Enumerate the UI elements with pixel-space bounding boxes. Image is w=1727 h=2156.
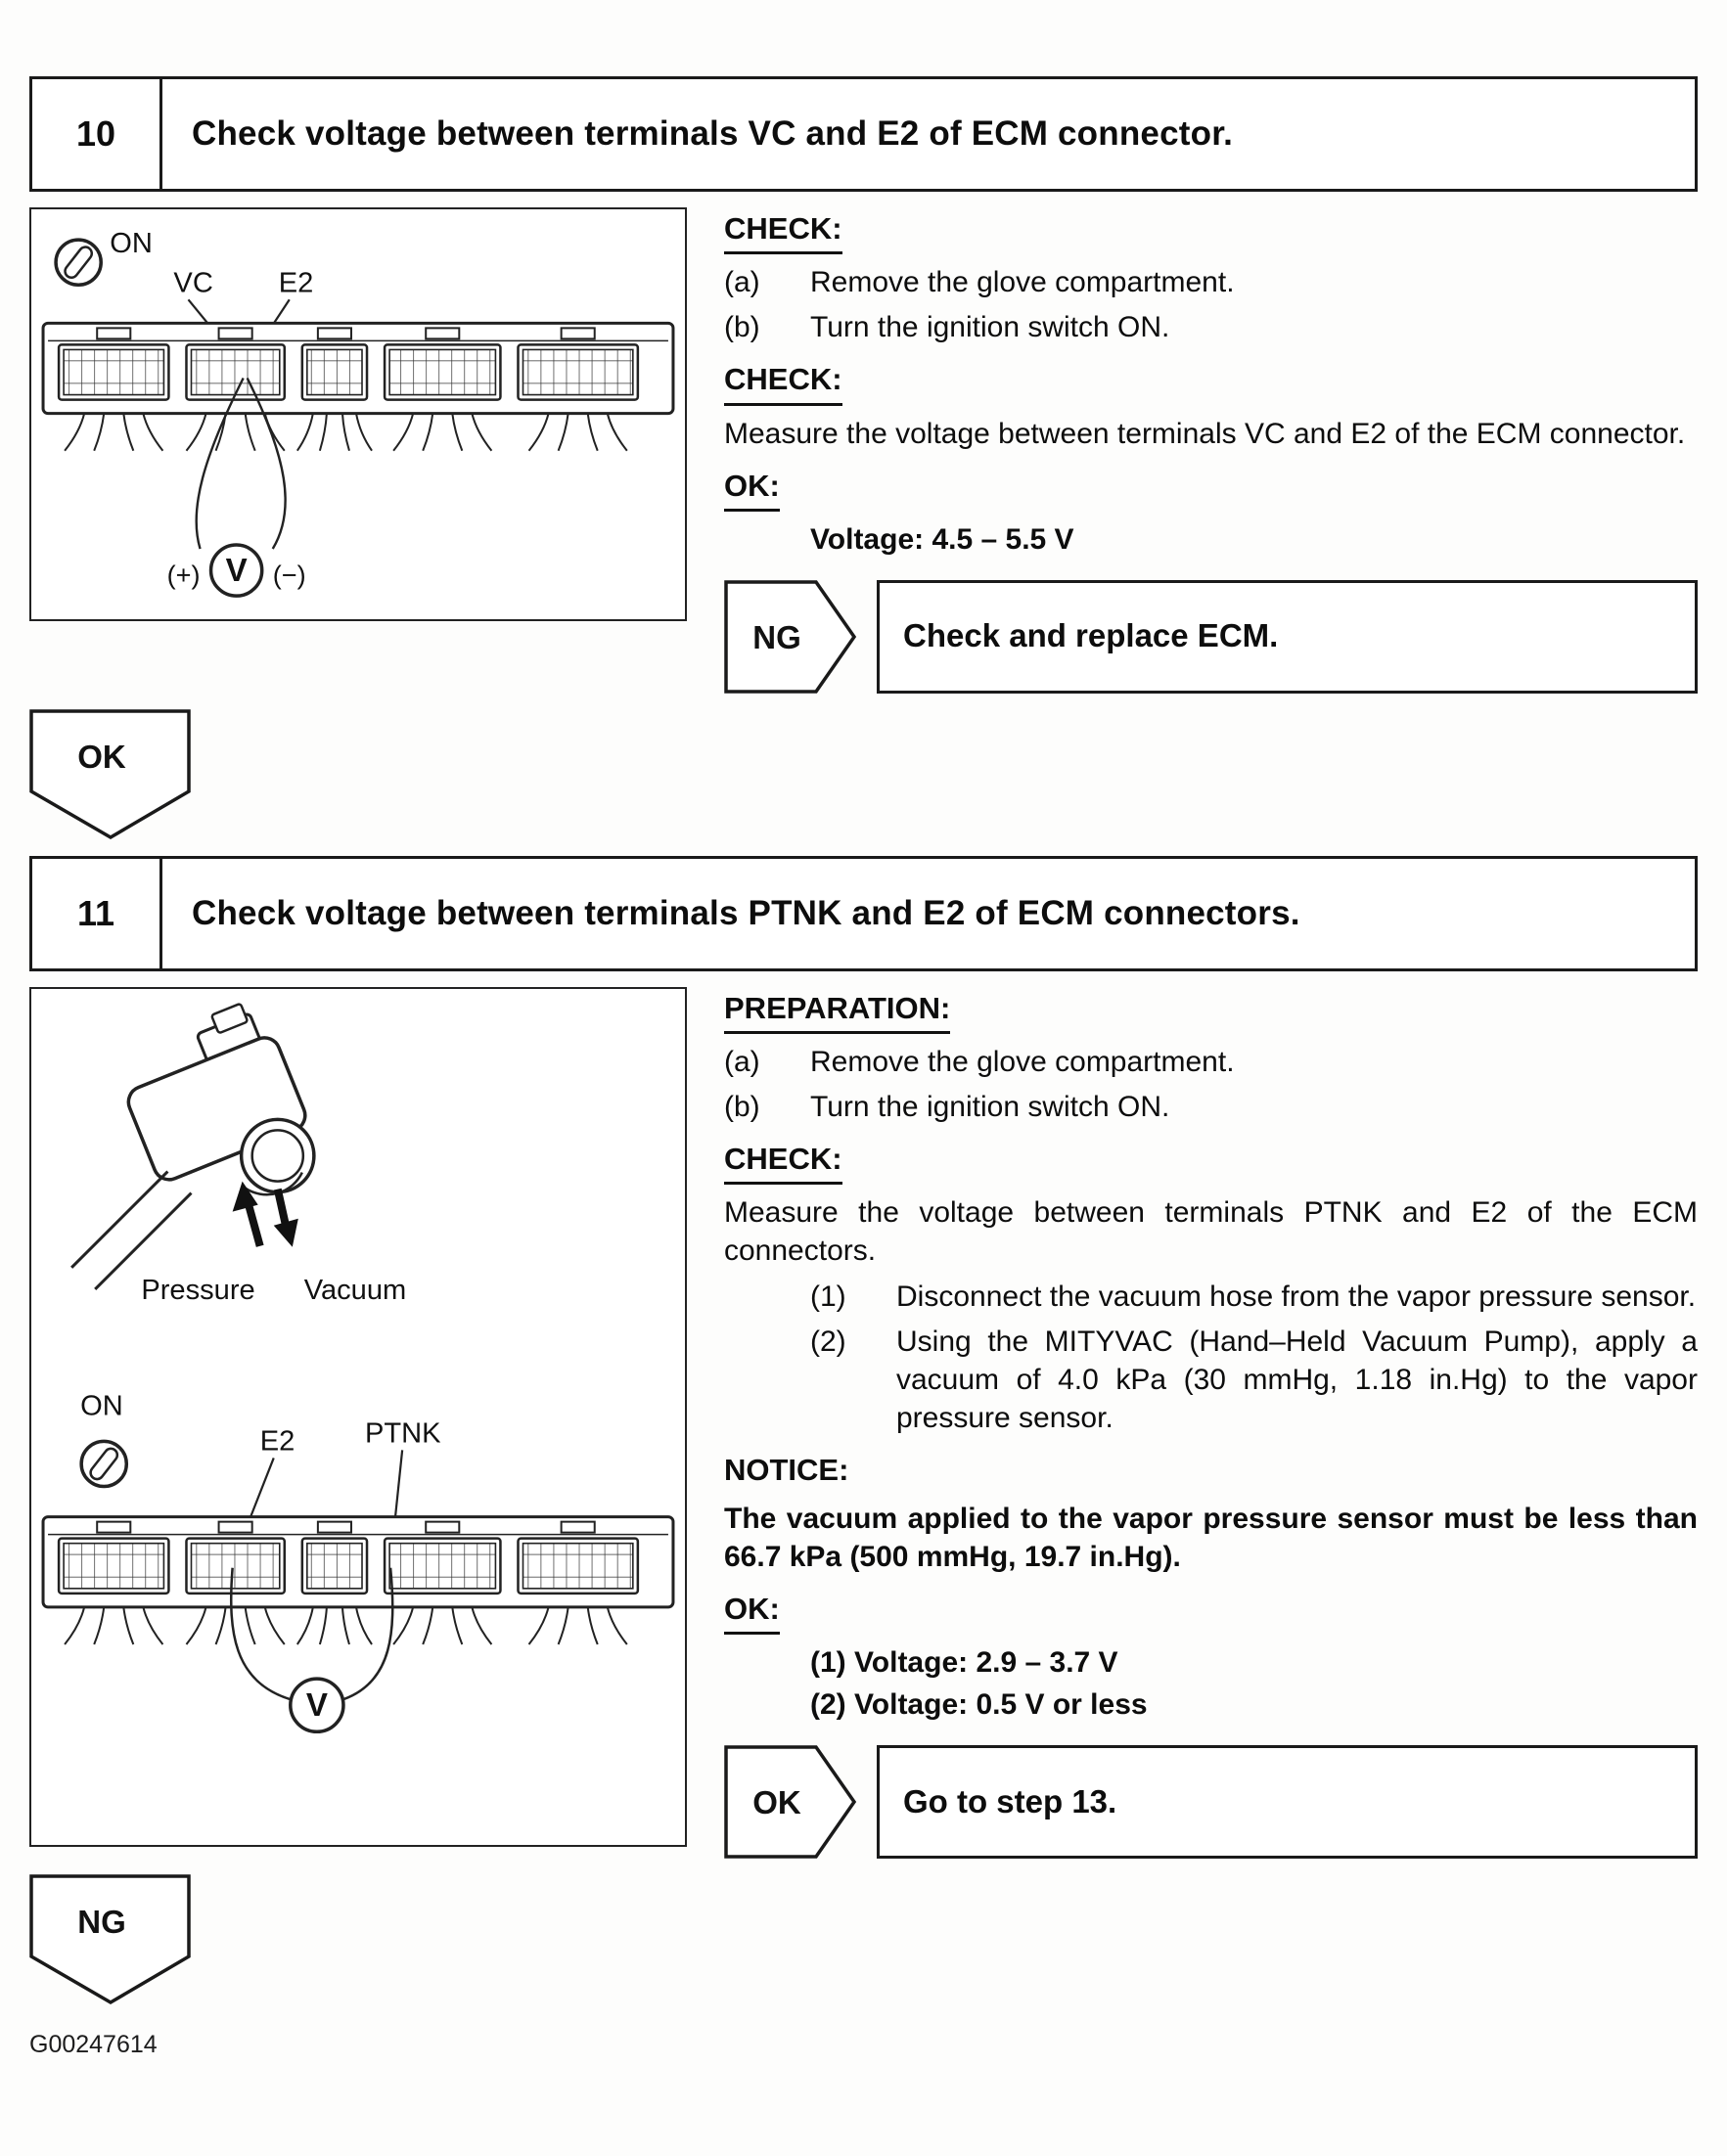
check-heading-1: CHECK: <box>724 209 842 254</box>
list-item-a <box>724 1043 1698 1081</box>
ecm-connector-illustration <box>43 1517 673 1644</box>
flow-ng-svg <box>29 1874 192 2005</box>
step11-title: Check voltage between terminals PTNK and E2 of ECM connectors. <box>192 893 1300 932</box>
step10-title: Check voltage between terminals VC and E2 of ECM connector. <box>192 114 1234 153</box>
item-marker: (a) <box>724 1046 760 1079</box>
step11-body <box>29 987 1698 1859</box>
item-marker: (b) <box>724 1091 760 1124</box>
wire-bundles <box>65 414 627 451</box>
meter-minus-label: (−) <box>272 560 306 591</box>
ok-voltage-value-1: (1) Voltage: 2.9 – 3.7 V <box>810 1646 1118 1680</box>
voltmeter-icon <box>291 1679 343 1731</box>
step10-number: 10 <box>32 79 162 189</box>
terminal-label-e2: E2 <box>259 1425 295 1458</box>
terminal-label-ptnk: PTNK <box>365 1417 441 1450</box>
notice-heading: NOTICE: <box>724 1453 849 1488</box>
voltmeter-icon <box>211 545 262 596</box>
list-item-b <box>724 308 1698 346</box>
pressure-arrow-icon <box>233 1181 260 1245</box>
ok-pointer-shape <box>724 1745 857 1859</box>
list-item-a <box>724 263 1698 301</box>
terminal-label-vc: VC <box>173 267 213 299</box>
ignition-on-label: ON <box>80 1390 123 1422</box>
voltmeter-label: V <box>305 1687 328 1725</box>
ok-voltage-value: Voltage: 4.5 – 5.5 V <box>810 522 1074 556</box>
wire-bundles <box>65 1607 627 1644</box>
step10-header <box>29 76 1698 192</box>
ignition-on-label: ON <box>110 228 153 260</box>
ng-pointer-label: NG <box>752 618 801 655</box>
preparation-heading: PREPARATION: <box>724 989 950 1034</box>
pressure-label: Pressure <box>141 1274 255 1306</box>
ok-heading: OK: <box>724 467 780 512</box>
measure-paragraph: Measure the voltage between terminals PTNK and E2 of the ECM connectors. <box>724 1196 1698 1268</box>
flow-ok-shape <box>29 709 192 840</box>
sub-item-text: Using the MITYVAC (Hand–Held Vacuum Pump), apply a vacuum of 4.0 kPa (30 mmHg, 1.18 in.Hg) to the vapor pressure sensor. <box>896 1325 1698 1435</box>
item-marker: (a) <box>724 266 760 299</box>
connector-pin-blocks <box>59 1539 638 1594</box>
item-marker: (b) <box>724 311 760 344</box>
check-heading: CHECK: <box>724 1140 842 1185</box>
flow-ng-label: NG <box>77 1904 126 1941</box>
item-text: Turn the ignition switch ON. <box>810 1091 1170 1124</box>
measure-paragraph: Measure the voltage between terminals VC and E2 of the ECM connector. <box>724 417 1686 450</box>
terminal-label-e2: E2 <box>278 267 314 299</box>
ng-pointer <box>724 580 857 694</box>
ng-pointer-shape <box>724 580 857 694</box>
step11-header <box>29 856 1698 971</box>
flow-ok-svg <box>29 709 192 840</box>
item-text: Turn the ignition switch ON. <box>810 311 1170 344</box>
step11-diagram <box>29 987 687 1847</box>
sub-item-2 <box>810 1323 1698 1437</box>
ok-voltage-value-2: (2) Voltage: 0.5 V or less <box>810 1688 1148 1722</box>
sub-item-text: Disconnect the vacuum hose from the vapor pressure sensor. <box>896 1280 1697 1314</box>
figure-id: G00247614 <box>29 2031 158 2059</box>
flow-ng-shape <box>29 1874 192 2005</box>
step11-diagram-svg <box>31 989 685 1845</box>
sub-item-marker: (2) <box>810 1325 846 1359</box>
step-11-section <box>29 856 1698 1859</box>
step11-instructions <box>724 987 1698 1859</box>
ng-action-box: Check and replace ECM. <box>877 580 1698 694</box>
check-heading-2: CHECK: <box>724 360 842 405</box>
ignition-key-icon <box>81 1441 126 1486</box>
step11-number: 11 <box>32 859 162 968</box>
ng-result-row <box>724 580 1698 694</box>
ecm-connector-illustration <box>43 323 673 450</box>
sub-item-marker: (1) <box>810 1280 846 1314</box>
connector-pin-blocks <box>59 344 638 399</box>
step10-diagram-svg <box>31 209 685 619</box>
ignition-key-icon <box>56 240 101 285</box>
ok-pointer-label: OK <box>752 1784 801 1821</box>
vacuum-arrow-icon <box>274 1190 298 1247</box>
meter-plus-label: (+) <box>166 560 201 591</box>
ok-heading: OK: <box>724 1590 780 1635</box>
vacuum-label: Vacuum <box>303 1274 407 1306</box>
step10-body <box>29 207 1698 694</box>
flow-ok-label: OK <box>77 738 126 775</box>
list-item-b <box>724 1088 1698 1126</box>
vapor-pressure-sensor-illustration <box>71 1004 406 1306</box>
item-text: Remove the glove compartment. <box>810 266 1235 299</box>
item-text: Remove the glove compartment. <box>810 1046 1235 1079</box>
ok-pointer <box>724 1745 857 1859</box>
step10-diagram <box>29 207 687 621</box>
step10-instructions <box>724 207 1698 694</box>
ok-action-box: Go to step 13. <box>877 1745 1698 1859</box>
ok-result-row <box>724 1745 1698 1859</box>
sub-item-1 <box>810 1278 1698 1316</box>
notice-text: The vacuum applied to the vapor pressure sensor must be less than 66.7 kPa (500 mmHg, 19.7 in.Hg). <box>724 1502 1698 1573</box>
step-10-section <box>29 76 1698 694</box>
voltmeter-label: V <box>225 553 248 590</box>
